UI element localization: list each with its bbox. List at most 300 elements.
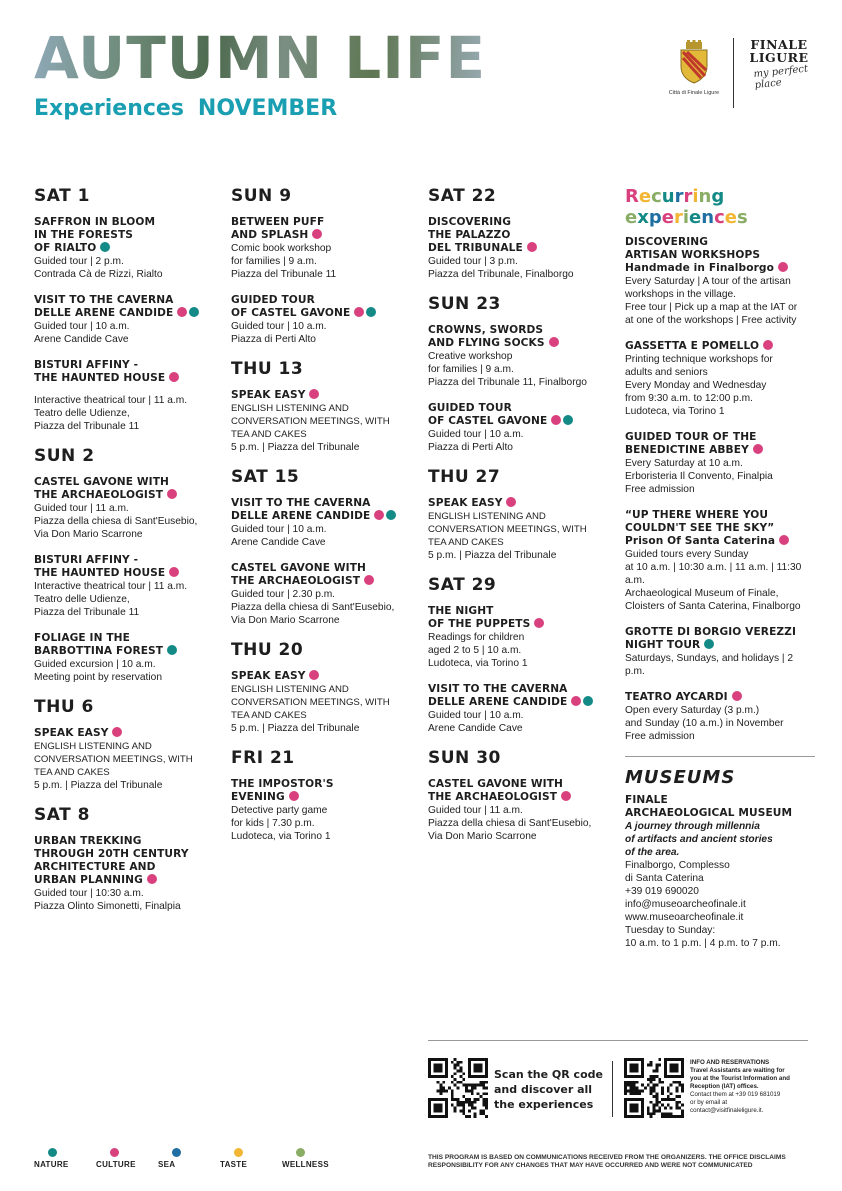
event-title [428, 242, 618, 255]
event-detail: Guided tour | 3 p.m. [428, 256, 518, 267]
event-detail: Via Don Mario Scarrone [428, 831, 537, 842]
disclaimer-line: RESPONSIBILITY FOR ANY CHANGES THAT MAY HAVE OCCURRED AND WERE NOT COMMUNICATED [428, 1162, 753, 1169]
info-line: Travel Assistants are waiting for [690, 1067, 785, 1074]
event-item[interactable] [34, 632, 224, 684]
event-detail: Guided tour | 11 a.m. [34, 503, 129, 514]
event-title-text: GUIDED TOUR [428, 402, 512, 414]
culture-category-dot-icon [551, 415, 561, 425]
nature-category-dot-icon [583, 696, 593, 706]
event-title [428, 216, 618, 229]
event-detail: Erboristeria Il Convento, Finalpia [625, 471, 773, 482]
event-detail: Piazza di Perti Alto [231, 334, 316, 345]
event-item[interactable] [231, 216, 421, 281]
info-line: Reception (IAT) offices. [690, 1083, 759, 1090]
culture-dot-icon [110, 1148, 119, 1157]
event-detail: Free tour | Pick up a map at the IAT or [625, 302, 798, 313]
event-detail: for families | 9 a.m. [428, 364, 514, 375]
event-title [231, 307, 421, 320]
event-detail: Guided tour | 10 a.m. [231, 524, 327, 535]
column-1 [34, 186, 224, 926]
event-detail: adults and seniors [625, 367, 708, 378]
event-item[interactable] [428, 402, 618, 454]
title-letter: p [648, 207, 662, 228]
event-title-text: DISCOVERING [428, 216, 512, 228]
qr-divider [612, 1061, 613, 1117]
event-item[interactable] [428, 497, 618, 562]
info-heading: INFO AND RESERVATIONS [690, 1059, 770, 1066]
museum-address: Finalborgo, Complesso [625, 860, 730, 871]
qr-code-icon[interactable] [428, 1058, 488, 1118]
qr-code-icon[interactable] [624, 1058, 684, 1118]
event-title [625, 691, 815, 704]
event-detail: at one of the workshops | Free activity [625, 315, 797, 326]
logo-divider [733, 38, 734, 108]
event-detail: Guided tour | 10 a.m. [428, 710, 524, 721]
event-detail: Piazza Olinto Simonetti, Finalpia [34, 901, 181, 912]
legend-label: NATURE [34, 1160, 69, 1169]
event-title-text: EVENING [231, 791, 285, 803]
brand-logo: FINALE LIGURE [749, 37, 809, 65]
event-title-text: DELLE ARENE CANDIDE [34, 307, 174, 319]
event-item[interactable] [231, 294, 421, 346]
event-detail: Guided tour | 10:30 a.m. [34, 888, 144, 899]
event-title-text: DEL TRIBUNALE [428, 242, 523, 254]
culture-category-dot-icon [169, 372, 179, 382]
event-detail: Creative workshop [428, 351, 513, 362]
event-title-text: SPEAK EASY [34, 727, 109, 739]
qr-caption-line: and discover all [494, 1083, 593, 1096]
culture-category-dot-icon [112, 727, 122, 737]
culture-category-dot-icon [309, 389, 319, 399]
title-letter: e [625, 207, 638, 228]
legend-label: TASTE [220, 1160, 248, 1169]
event-title [34, 489, 224, 502]
event-title [34, 372, 224, 385]
event-item[interactable] [34, 359, 224, 433]
event-title-text: THROUGH 20TH CENTURY [34, 848, 189, 860]
event-title [428, 696, 618, 709]
event-detail: Piazza di Perti Alto [428, 442, 513, 453]
event-title [428, 618, 618, 631]
brand-tagline: my perfect place [753, 63, 809, 92]
event-detail: Free admission [625, 484, 695, 495]
museum-hours: Tuesday to Sunday: [625, 925, 716, 936]
event-title [625, 535, 815, 548]
event-detail: Teatro delle Udienze, [34, 594, 130, 605]
event-title-text: BARBOTTINA FOREST [34, 645, 164, 657]
legend-label: SEA [158, 1160, 176, 1169]
museums-title: MUSEUMS [625, 767, 736, 788]
event-detail: Guided tour | 2 p.m. [34, 256, 124, 267]
event-title [231, 216, 421, 229]
event-item[interactable] [231, 670, 421, 735]
event-title [34, 294, 224, 307]
event-item[interactable] [34, 835, 224, 913]
event-item[interactable] [231, 778, 421, 843]
event-detail: Readings for children [428, 632, 525, 643]
culture-category-dot-icon [364, 575, 374, 585]
culture-category-dot-icon [763, 340, 773, 350]
event-detail: ENGLISH LISTENING AND [231, 684, 349, 695]
page-subtitle [34, 96, 351, 121]
event-title [34, 848, 224, 861]
event-item[interactable] [34, 727, 224, 792]
event-detail: TEA AND CAKES [231, 710, 307, 721]
culture-category-dot-icon [309, 670, 319, 680]
event-detail: Interactive theatrical tour | 11 a.m. [34, 395, 188, 406]
museum-name-line: FINALE [625, 794, 668, 806]
event-detail: Free admission [625, 731, 695, 742]
event-title [428, 683, 618, 696]
event-detail: Via Don Mario Scarrone [231, 615, 340, 626]
event-title-text: NIGHT TOUR [625, 639, 701, 651]
event-detail: TEA AND CAKES [231, 429, 307, 440]
event-detail: Every Monday and Wednesday [625, 380, 767, 391]
culture-category-dot-icon [506, 497, 516, 507]
event-detail: Via Don Mario Scarrone [34, 529, 143, 540]
event-detail: CONVERSATION MEETINGS, WITH [34, 754, 193, 765]
event-title-text: IN THE FORESTS [34, 229, 134, 241]
event-detail: Ludoteca, via Torino 1 [428, 658, 528, 669]
title-letter: e [724, 207, 737, 228]
event-detail: Teatro delle Udienze, [34, 408, 130, 419]
page-title: AUTUMN LIFE [34, 24, 487, 92]
event-item[interactable] [428, 605, 618, 670]
event-title-text: BENEDICTINE ABBEY [625, 444, 749, 456]
nature-category-dot-icon [704, 639, 714, 649]
event-detail: Printing technique workshops for [625, 354, 773, 365]
title-letter: i [682, 207, 690, 228]
event-title [625, 249, 815, 262]
event-detail: Guided excursion | 10 a.m. [34, 659, 156, 670]
info-line: you at the Tourist Information and [690, 1075, 790, 1082]
culture-category-dot-icon [549, 337, 559, 347]
event-detail: and Sunday (10 a.m.) in November [625, 718, 784, 729]
event-title [34, 874, 224, 887]
event-title-text: SPEAK EASY [428, 497, 503, 509]
info-email-link[interactable]: contact@visitfinaleligure.it. [690, 1107, 764, 1114]
event-detail: Arene Candide Cave [428, 723, 523, 734]
event-item[interactable] [625, 691, 815, 743]
event-title-text: BISTURI AFFINY - [34, 359, 139, 371]
subtitle-month: NOVEMBER [197, 96, 338, 121]
event-title-text: OF CASTEL GAVONE [231, 307, 351, 319]
nature-dot-icon [48, 1148, 57, 1157]
event-title-text: “UP THERE WHERE YOU [625, 509, 769, 521]
day-heading: SAT 8 [34, 805, 90, 825]
title-letter: g [711, 186, 725, 207]
event-title [34, 861, 224, 874]
event-title [34, 727, 224, 740]
event-title-text: VISIT TO THE CAVERNA [428, 683, 568, 695]
event-title [231, 389, 421, 402]
event-detail: ENGLISH LISTENING AND [231, 403, 349, 414]
event-item[interactable] [428, 216, 618, 281]
culture-category-dot-icon [312, 229, 322, 239]
nature-category-dot-icon [100, 242, 110, 252]
event-title [34, 229, 224, 242]
event-title-text: CASTEL GAVONE WITH [428, 778, 564, 790]
event-item[interactable] [625, 626, 815, 678]
nature-category-dot-icon [189, 307, 199, 317]
day-heading: SAT 29 [428, 575, 497, 595]
event-detail: Archaeological Museum of Finale, [625, 588, 779, 599]
title-letter: c [651, 186, 662, 207]
event-detail: Interactive theatrical tour | 11 a.m. [34, 581, 188, 592]
event-detail: Ludoteca, via Torino 1 [625, 406, 725, 417]
culture-category-dot-icon [354, 307, 364, 317]
nature-category-dot-icon [167, 645, 177, 655]
event-detail: Cloisters of Santa Caterina, Finalborgo [625, 601, 801, 612]
event-title-text: GROTTE DI BORGIO VEREZZI [625, 626, 797, 638]
event-title-text: ARTISAN WORKSHOPS [625, 249, 761, 261]
recurring-title-line-1 [625, 186, 815, 207]
event-detail: Piazza del Tribunale 11 [34, 421, 140, 432]
day-heading: SUN 23 [428, 294, 501, 314]
day-heading: SAT 22 [428, 186, 497, 206]
title-letter: r [683, 186, 693, 207]
event-detail: TEA AND CAKES [34, 767, 110, 778]
event-detail: CONVERSATION MEETINGS, WITH [231, 697, 390, 708]
event-title [34, 567, 224, 580]
event-title-text: FOLIAGE IN THE [34, 632, 130, 644]
qr-caption [494, 1067, 604, 1112]
event-title [625, 431, 815, 444]
event-item[interactable] [428, 324, 618, 389]
event-item[interactable] [231, 389, 421, 454]
event-title [231, 575, 421, 588]
event-detail: 5 p.m. | Piazza del Tribunale [231, 723, 360, 734]
museum-tagline: A journey through millennia [625, 821, 760, 832]
culture-category-dot-icon [169, 567, 179, 577]
recurring-title-line-2 [625, 207, 815, 228]
event-title [231, 510, 421, 523]
city-crest-icon [676, 40, 712, 84]
event-title [34, 476, 224, 489]
event-title-text: THE ARCHAEOLOGIST [34, 489, 164, 501]
event-title [625, 340, 815, 353]
day-heading: THU 27 [428, 467, 501, 487]
event-title [625, 262, 815, 275]
event-title-text: OF CASTEL GAVONE [428, 415, 548, 427]
culture-category-dot-icon [527, 242, 537, 252]
event-detail: Piazza del Tribunale 11, Finalborgo [428, 377, 587, 388]
event-title [428, 324, 618, 337]
event-detail: 5 p.m. | Piazza del Tribunale [231, 442, 360, 453]
event-title [231, 229, 421, 242]
legend-label: WELLNESS [282, 1160, 329, 1169]
event-title [34, 632, 224, 645]
info-phone[interactable]: Contact them at +39 019 681019 [690, 1091, 781, 1098]
culture-category-dot-icon [534, 618, 544, 628]
taste-dot-icon [234, 1148, 243, 1157]
event-detail: for families | 9 a.m. [231, 256, 317, 267]
event-title [231, 562, 421, 575]
event-title [625, 626, 815, 639]
event-item[interactable] [625, 340, 815, 418]
event-detail: aged 2 to 5 | 10 a.m. [428, 645, 522, 656]
qr-caption-line: the experiences [494, 1098, 594, 1111]
event-title [34, 554, 224, 567]
disclaimer-line: THIS PROGRAM IS BASED ON COMMUNICATIONS RECEIVED FROM THE ORGANIZERS. THE OFFICE DISCLAIMS [428, 1154, 786, 1161]
subtitle-experiences: Experiences [34, 96, 184, 121]
event-title [625, 639, 815, 652]
event-detail: Ludoteca, via Torino 1 [231, 831, 331, 842]
event-detail: for kids | 7.30 p.m. [231, 818, 315, 829]
event-detail: Piazza della chiesa di Sant'Eusebio, [34, 516, 198, 527]
event-detail: TEA AND CAKES [428, 537, 504, 548]
recurring-events [625, 236, 815, 743]
event-detail: CONVERSATION MEETINGS, WITH [428, 524, 587, 535]
museum-hours: 10 a.m. to 1 p.m. | 4 p.m. to 7 p.m. [625, 938, 781, 949]
title-letter: s [736, 207, 748, 228]
title-letter: i [692, 186, 699, 207]
title-letter: e [689, 207, 702, 228]
event-detail: Guided tour | 10 a.m. [428, 429, 524, 440]
event-detail: ENGLISH LISTENING AND [34, 741, 152, 752]
event-item[interactable] [231, 562, 421, 627]
event-detail: Arene Candide Cave [231, 537, 326, 548]
event-detail: 5 p.m. | Piazza del Tribunale [34, 780, 163, 791]
recurring-title [625, 186, 815, 228]
event-item[interactable] [428, 683, 618, 735]
event-item[interactable] [625, 236, 815, 327]
event-title-text: SPEAK EASY [231, 389, 306, 401]
event-title-text: THE PALAZZO [428, 229, 511, 241]
museum-phone[interactable]: +39 019 690020 [625, 886, 699, 897]
event-title [428, 229, 618, 242]
event-title-text: VISIT TO THE CAVERNA [34, 294, 174, 306]
event-title-text: DELLE ARENE CANDIDE [428, 696, 568, 708]
event-item[interactable] [34, 476, 224, 541]
event-title-text: AND SPLASH [231, 229, 309, 241]
nature-category-dot-icon [386, 510, 396, 520]
event-title [231, 670, 421, 683]
event-title-text: TEATRO AYCARDI [625, 691, 728, 703]
day-heading: THU 20 [231, 640, 304, 660]
event-title [34, 216, 224, 229]
event-title [428, 337, 618, 350]
event-detail: Piazza della chiesa di Sant'Eusebio, [428, 818, 592, 829]
event-detail: Piazza del Tribunale, Finalborgo [428, 269, 574, 280]
event-detail: Open every Saturday (3 p.m.) [625, 705, 760, 716]
title-letter: r [674, 186, 684, 207]
title-letter: u [661, 186, 675, 207]
event-item[interactable] [428, 778, 618, 843]
event-title [231, 778, 421, 791]
title-letter: e [661, 207, 674, 228]
nature-category-dot-icon [563, 415, 573, 425]
event-detail: Piazza del Tribunale 11 [34, 607, 140, 618]
legend-item [34, 1148, 96, 1169]
category-legend [34, 1148, 344, 1169]
museum-name-line: ARCHAEOLOGICAL MUSEUM [625, 807, 793, 819]
event-title-text: GASSETTA E POMELLO [625, 340, 760, 352]
event-title-text: THE ARCHAEOLOGIST [231, 575, 361, 587]
day-heading: SUN 9 [231, 186, 292, 206]
legend-item [282, 1148, 344, 1169]
event-title [625, 522, 815, 535]
day-heading: SAT 15 [231, 467, 300, 487]
event-detail: ENGLISH LISTENING AND [428, 511, 546, 522]
event-detail: Guided tour | 2.30 p.m. [231, 589, 336, 600]
event-title-text: THE HAUNTED HOUSE [34, 372, 166, 384]
section-divider [625, 756, 815, 757]
event-item[interactable] [34, 216, 224, 281]
event-detail: Every Saturday | A tour of the artisan [625, 276, 791, 287]
event-detail: CONVERSATION MEETINGS, WITH [231, 416, 390, 427]
event-title-text: DELLE ARENE CANDIDE [231, 510, 371, 522]
event-title-text: CASTEL GAVONE WITH [231, 562, 367, 574]
column-2 [231, 186, 421, 856]
disclaimer [428, 1154, 808, 1170]
legend-item [158, 1148, 220, 1169]
info-line: or by email at [690, 1099, 728, 1106]
culture-category-dot-icon [289, 791, 299, 801]
event-detail: workshops in the village. [625, 289, 736, 300]
event-detail: Detective party game [231, 805, 328, 816]
event-title-text: OF THE PUPPETS [428, 618, 531, 630]
qr-section [428, 1040, 808, 1114]
event-item[interactable] [34, 554, 224, 619]
event-title-text: VISIT TO THE CAVERNA [231, 497, 371, 509]
event-title [34, 359, 224, 372]
culture-category-dot-icon [779, 535, 789, 545]
culture-category-dot-icon [147, 874, 157, 884]
event-detail: from 9:30 a.m. to 12:00 p.m. [625, 393, 753, 404]
event-item[interactable] [231, 497, 421, 549]
event-title [231, 791, 421, 804]
event-title-text: THE ARCHAEOLOGIST [428, 791, 558, 803]
culture-category-dot-icon [561, 791, 571, 801]
event-detail: Guided tours every Sunday [625, 549, 749, 560]
event-title-text: OF RIALTO [34, 242, 97, 254]
nature-category-dot-icon [366, 307, 376, 317]
culture-category-dot-icon [778, 262, 788, 272]
event-item[interactable] [625, 509, 815, 613]
event-title-text: DISCOVERING [625, 236, 709, 248]
museum-address: di Santa Caterina [625, 873, 704, 884]
event-title [428, 402, 618, 415]
event-item[interactable] [625, 431, 815, 496]
event-title-text: URBAN PLANNING [34, 874, 143, 886]
event-title [34, 242, 224, 255]
event-detail: at 10 a.m. | 10:30 a.m. | 11 a.m. | 11:30 a.m. [625, 562, 802, 586]
event-title-text: BISTURI AFFINY - [34, 554, 139, 566]
event-title-text: COULDN'T SEE THE SKY” [625, 522, 775, 534]
column-3 [428, 186, 618, 856]
culture-category-dot-icon [732, 691, 742, 701]
qr-caption-line: Scan the QR code [494, 1068, 603, 1081]
culture-category-dot-icon [177, 307, 187, 317]
event-item[interactable] [34, 294, 224, 346]
event-title [231, 294, 421, 307]
culture-category-dot-icon [571, 696, 581, 706]
museum-website-link[interactable]: www.museoarcheofinale.it [625, 912, 744, 923]
museum-tagline: of the area. [625, 847, 680, 858]
event-title [34, 645, 224, 658]
day-heading: FRI 21 [231, 748, 295, 768]
sea-dot-icon [172, 1148, 181, 1157]
museum-email-link[interactable]: info@museoarcheofinale.it [625, 899, 746, 910]
museum-entry [625, 794, 815, 950]
event-title-text: Handmade in Finalborgo [625, 262, 774, 274]
event-title-text: BETWEEN PUFF [231, 216, 325, 228]
event-title-text: CROWNS, SWORDS [428, 324, 544, 336]
title-letter: n [698, 186, 712, 207]
legend-item [96, 1148, 158, 1169]
event-title-text: Prison Of Santa Caterina [625, 535, 776, 547]
